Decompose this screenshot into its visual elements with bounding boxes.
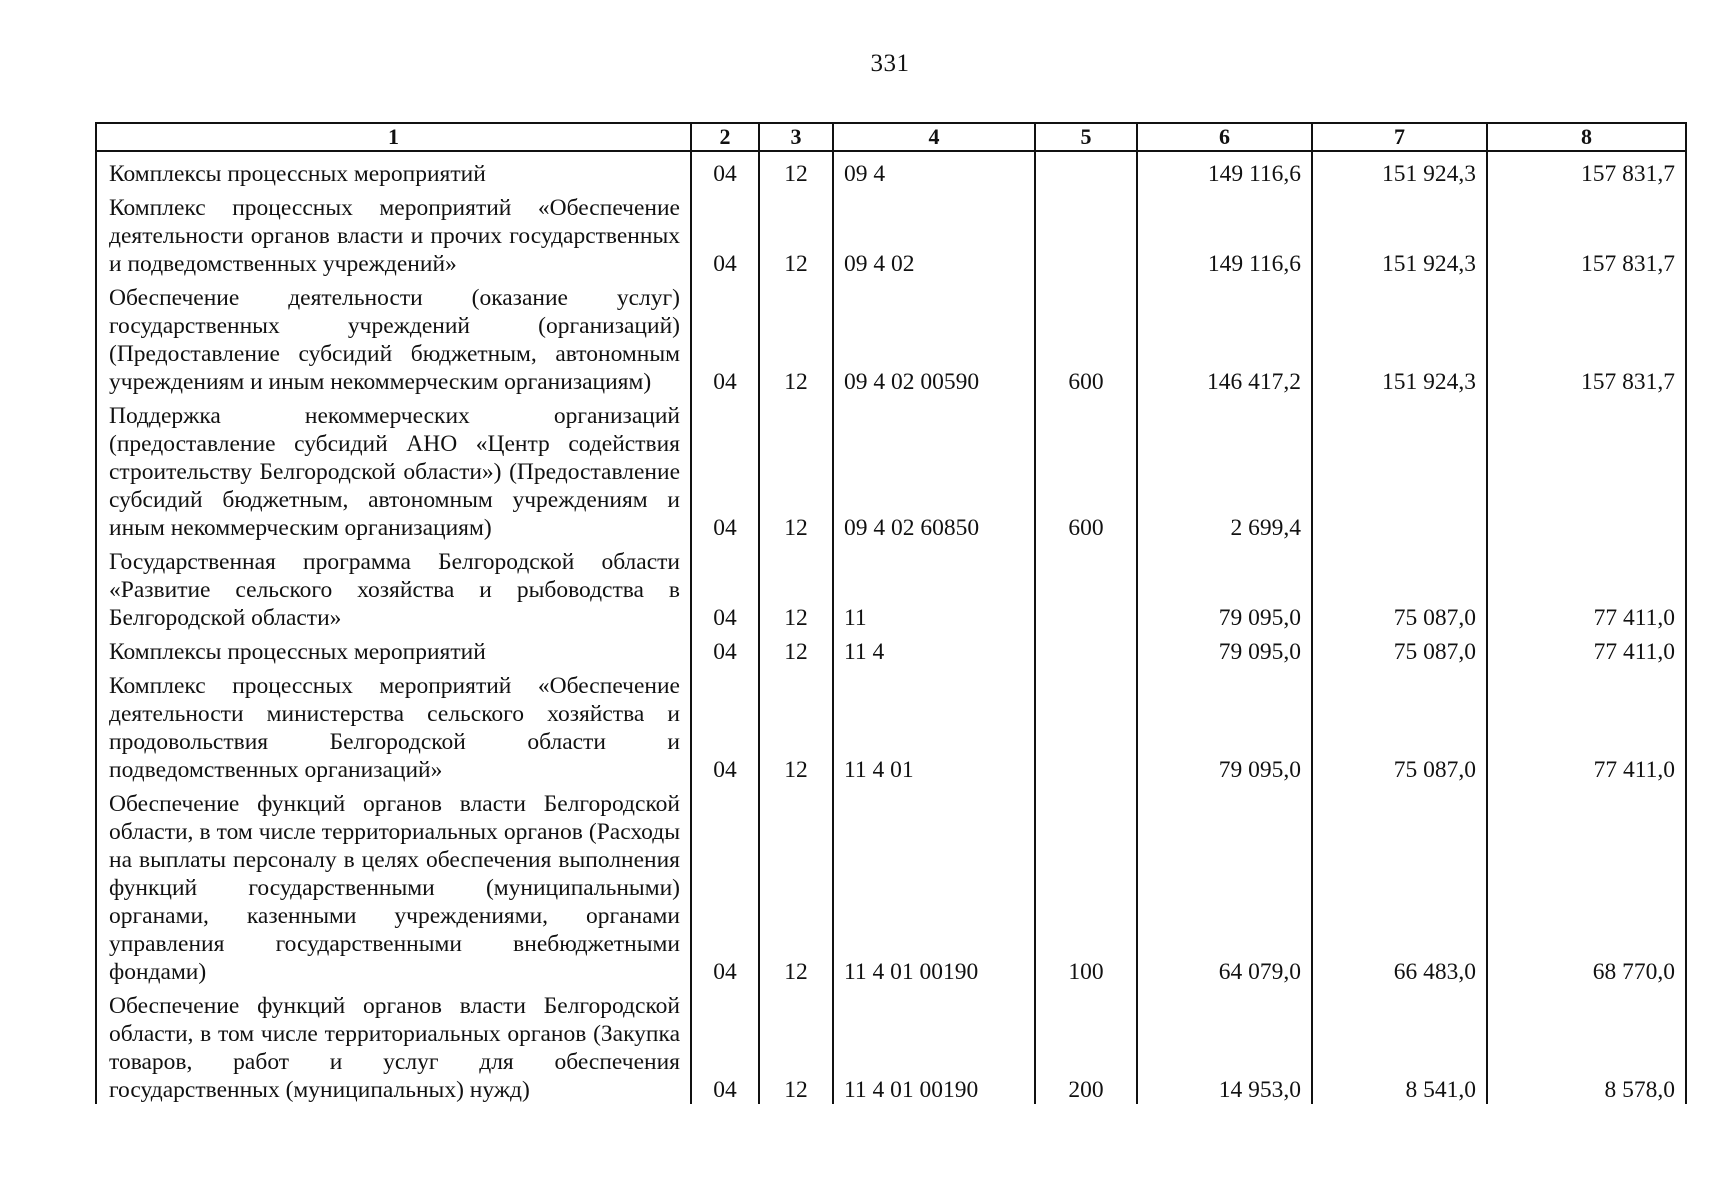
table-row bbox=[96, 190, 1686, 280]
row-value-col7 bbox=[1312, 398, 1487, 544]
row-section: 04 bbox=[691, 786, 759, 988]
column-header-8: 8 bbox=[1487, 123, 1686, 151]
row-value-col7: 75 087,0 bbox=[1312, 634, 1487, 668]
table-row bbox=[96, 544, 1686, 634]
table-row bbox=[96, 988, 1686, 1104]
row-value-col6: 64 079,0 bbox=[1137, 786, 1312, 988]
row-expense-type bbox=[1035, 634, 1137, 668]
row-subsection: 12 bbox=[759, 398, 833, 544]
row-name: Комплекс процессных мероприятий «Обеспечение деятельности органов власти и прочих государственных и подведомственных учреждений» bbox=[96, 190, 691, 280]
row-name: Государственная программа Белгородской области «Развитие сельского хозяйства и рыбоводства в Белгородской области» bbox=[96, 544, 691, 634]
row-target-code: 11 4 01 bbox=[833, 668, 1035, 786]
row-value-col6: 149 116,6 bbox=[1137, 151, 1312, 190]
row-value-col7: 151 924,3 bbox=[1312, 280, 1487, 398]
row-name: Поддержка некоммерческих организаций (предоставление субсидий АНО «Центр содействия строительству Белгородской области») (Предоставление субсидий бюджетным, автономным учреждениям и иным некоммерческим организациям) bbox=[96, 398, 691, 544]
row-target-code: 09 4 02 bbox=[833, 190, 1035, 280]
row-value-col6: 79 095,0 bbox=[1137, 634, 1312, 668]
table-row bbox=[96, 398, 1686, 544]
row-value-col8 bbox=[1487, 398, 1686, 544]
row-subsection: 12 bbox=[759, 190, 833, 280]
row-value-col8: 68 770,0 bbox=[1487, 786, 1686, 988]
row-subsection: 12 bbox=[759, 634, 833, 668]
row-expense-type: 600 bbox=[1035, 398, 1137, 544]
row-expense-type bbox=[1035, 668, 1137, 786]
row-value-col6: 79 095,0 bbox=[1137, 668, 1312, 786]
page-number: 331 bbox=[870, 50, 910, 77]
table-header-row bbox=[96, 123, 1686, 151]
row-section: 04 bbox=[691, 151, 759, 190]
column-header-5: 5 bbox=[1035, 123, 1137, 151]
row-section: 04 bbox=[691, 634, 759, 668]
table-row bbox=[96, 151, 1686, 190]
row-value-col6: 2 699,4 bbox=[1137, 398, 1312, 544]
row-value-col6: 79 095,0 bbox=[1137, 544, 1312, 634]
table-row bbox=[96, 280, 1686, 398]
row-name: Комплексы процессных мероприятий bbox=[96, 634, 691, 668]
row-subsection: 12 bbox=[759, 988, 833, 1104]
row-section: 04 bbox=[691, 190, 759, 280]
row-name: Обеспечение функций органов власти Белгородской области, в том числе территориальных органов (Закупка товаров, работ и услуг для обеспечения государственных (муниципальных) нужд) bbox=[96, 988, 691, 1104]
row-section: 04 bbox=[691, 280, 759, 398]
table-row bbox=[96, 668, 1686, 786]
column-header-7: 7 bbox=[1312, 123, 1487, 151]
row-name: Обеспечение деятельности (оказание услуг) государственных учреждений (организаций) (Предоставление субсидий бюджетным, автономным учреждениям и иным некоммерческим организациям) bbox=[96, 280, 691, 398]
row-section: 04 bbox=[691, 668, 759, 786]
row-value-col8: 77 411,0 bbox=[1487, 634, 1686, 668]
row-value-col7: 151 924,3 bbox=[1312, 190, 1487, 280]
row-expense-type bbox=[1035, 544, 1137, 634]
table-row bbox=[96, 786, 1686, 988]
column-header-1: 1 bbox=[96, 123, 691, 151]
row-expense-type bbox=[1035, 151, 1137, 190]
row-value-col6: 146 417,2 bbox=[1137, 280, 1312, 398]
row-value-col7: 75 087,0 bbox=[1312, 668, 1487, 786]
row-subsection: 12 bbox=[759, 151, 833, 190]
row-target-code: 11 4 bbox=[833, 634, 1035, 668]
row-name: Обеспечение функций органов власти Белгородской области, в том числе территориальных органов (Расходы на выплаты персоналу в целях обеспечения выполнения функций государственными (муниципальными) органами, казенными учреждениями, органами управления государственными внебюджетными фондами) bbox=[96, 786, 691, 988]
row-value-col8: 8 578,0 bbox=[1487, 988, 1686, 1104]
row-target-code: 11 4 01 00190 bbox=[833, 786, 1035, 988]
row-value-col8: 157 831,7 bbox=[1487, 151, 1686, 190]
budget-table bbox=[95, 122, 1687, 1104]
row-value-col7: 8 541,0 bbox=[1312, 988, 1487, 1104]
column-header-2: 2 bbox=[691, 123, 759, 151]
row-value-col8: 157 831,7 bbox=[1487, 280, 1686, 398]
row-target-code: 09 4 bbox=[833, 151, 1035, 190]
row-target-code: 09 4 02 00590 bbox=[833, 280, 1035, 398]
row-section: 04 bbox=[691, 988, 759, 1104]
row-name: Комплекс процессных мероприятий «Обеспечение деятельности министерства сельского хозяйства и продовольствия Белгородской области и подведомственных организаций» bbox=[96, 668, 691, 786]
row-value-col8: 77 411,0 bbox=[1487, 544, 1686, 634]
column-header-3: 3 bbox=[759, 123, 833, 151]
row-expense-type: 100 bbox=[1035, 786, 1137, 988]
row-expense-type: 600 bbox=[1035, 280, 1137, 398]
row-expense-type bbox=[1035, 190, 1137, 280]
row-value-col7: 151 924,3 bbox=[1312, 151, 1487, 190]
row-target-code: 09 4 02 60850 bbox=[833, 398, 1035, 544]
row-section: 04 bbox=[691, 544, 759, 634]
row-value-col8: 77 411,0 bbox=[1487, 668, 1686, 786]
row-subsection: 12 bbox=[759, 668, 833, 786]
row-target-code: 11 4 01 00190 bbox=[833, 988, 1035, 1104]
row-expense-type: 200 bbox=[1035, 988, 1137, 1104]
row-value-col7: 66 483,0 bbox=[1312, 786, 1487, 988]
row-name: Комплексы процессных мероприятий bbox=[96, 151, 691, 190]
row-value-col7: 75 087,0 bbox=[1312, 544, 1487, 634]
row-value-col8: 157 831,7 bbox=[1487, 190, 1686, 280]
column-header-6: 6 bbox=[1137, 123, 1312, 151]
row-subsection: 12 bbox=[759, 280, 833, 398]
row-subsection: 12 bbox=[759, 786, 833, 988]
row-subsection: 12 bbox=[759, 544, 833, 634]
row-section: 04 bbox=[691, 398, 759, 544]
table-row bbox=[96, 634, 1686, 668]
column-header-4: 4 bbox=[833, 123, 1035, 151]
row-value-col6: 14 953,0 bbox=[1137, 988, 1312, 1104]
row-value-col6: 149 116,6 bbox=[1137, 190, 1312, 280]
row-target-code: 11 bbox=[833, 544, 1035, 634]
